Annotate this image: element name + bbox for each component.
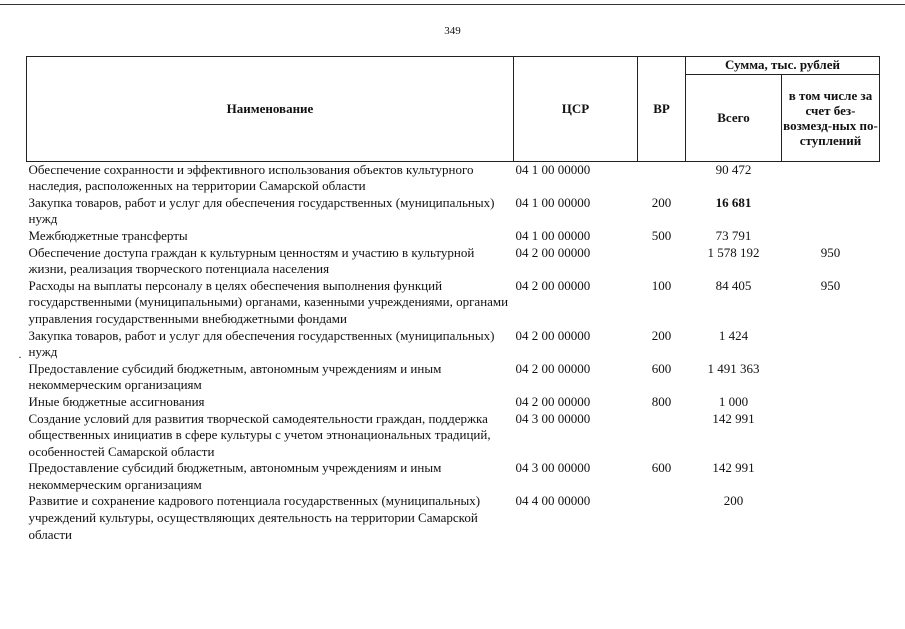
row-csr: 04 3 00 00000 — [515, 410, 591, 426]
margin-mark: · — [18, 350, 22, 364]
row-total: 90 472 — [715, 161, 752, 177]
row-csr: 04 2 00 00000 — [515, 360, 591, 376]
row-total: 1 000 — [718, 393, 749, 409]
row-grant — [782, 493, 880, 543]
row-total: 84 405 — [715, 277, 752, 293]
table-row — [27, 245, 880, 278]
row-vr — [638, 161, 686, 195]
row-grant — [782, 161, 880, 195]
row-vr — [638, 411, 686, 461]
table-row — [27, 394, 880, 411]
row-name: Расходы на выплаты персоналу в целях обеспечения выполнения функций государственными (муниципальными) органами, казенными учреждениями, органами управления государственными внебюджетными фондами — [28, 277, 509, 326]
row-vr — [638, 493, 686, 543]
row-total: 1 578 192 — [707, 244, 760, 260]
header-total: Всего — [686, 74, 782, 161]
row-grant — [782, 394, 880, 411]
row-total: 1 424 — [718, 327, 749, 343]
table-row — [27, 460, 880, 493]
row-grant — [782, 411, 880, 461]
row-name: Предоставление субсидий бюджетным, автономным учреждениям и иным некоммерческим организациям — [28, 360, 442, 393]
row-csr: 04 3 00 00000 — [515, 460, 591, 476]
header-vr: ВР — [638, 57, 686, 162]
row-vr: 100 — [651, 277, 672, 293]
row-vr: 200 — [651, 194, 672, 210]
row-csr: 04 2 00 00000 — [515, 277, 591, 293]
row-total: 200 — [723, 493, 744, 509]
row-name: Развитие и сохранение кадрового потенциала государственных (муниципальных) учреждений культуры, осуществляющих деятельность на территории Самарской области — [28, 493, 481, 542]
row-vr: 500 — [651, 227, 672, 243]
table-header — [27, 57, 880, 162]
row-csr: 04 2 00 00000 — [515, 244, 591, 260]
header-sum-group: Сумма, тыс. рублей — [686, 57, 880, 75]
header-csr: ЦСР — [514, 57, 638, 162]
table-row — [27, 195, 880, 228]
row-name: Обеспечение доступа граждан к культурным ценностям и участию в культурной жизни, реализация творческого потенциала населения — [28, 244, 475, 277]
row-name: Обеспечение сохранности и эффективного использования объектов культурного наследия, расположенных на территории Самарской области — [28, 161, 474, 194]
top-rule — [0, 4, 905, 5]
table-body — [27, 161, 880, 543]
row-name: Закупка товаров, работ и услуг для обеспечения государственных (муниципальных) нужд — [28, 194, 495, 227]
table-row — [27, 411, 880, 461]
row-csr: 04 4 00 00000 — [515, 493, 591, 509]
row-grant: 950 — [820, 277, 841, 293]
row-csr: 04 1 00 00000 — [515, 227, 591, 243]
table-row — [27, 228, 880, 245]
row-name: Создание условий для развития творческой самодеятельности граждан, поддержка общественных инициатив в сфере культуры с учетом этнонациональных традиций, особенностей Самарской области — [28, 410, 491, 459]
row-csr: 04 1 00 00000 — [515, 194, 591, 210]
row-total: 73 791 — [715, 227, 752, 243]
row-vr: 200 — [651, 327, 672, 343]
table-row — [27, 278, 880, 328]
row-name: Иные бюджетные ассигнования — [28, 393, 205, 409]
row-vr — [638, 245, 686, 278]
header-name: Наименование — [27, 57, 514, 162]
table-row — [27, 493, 880, 543]
row-csr: 04 2 00 00000 — [515, 327, 591, 343]
budget-table — [26, 56, 880, 543]
row-grant: 950 — [820, 244, 841, 260]
table-row — [27, 361, 880, 394]
row-name: Предоставление субсидий бюджетным, автономным учреждениям и иным некоммерческим организациям — [28, 460, 442, 492]
row-name: Межбюджетные трансферты — [28, 227, 188, 243]
header-grant: в том числе за счет без-возмезд-ных по-ступлений — [782, 74, 880, 161]
page-number: 349 — [444, 25, 461, 37]
table-row — [27, 328, 880, 361]
row-total: 142 991 — [712, 410, 755, 426]
row-vr: 600 — [651, 460, 672, 476]
row-grant — [782, 328, 880, 361]
row-csr: 04 1 00 00000 — [515, 161, 591, 177]
table-row — [27, 161, 880, 195]
row-total: 1 491 363 — [707, 360, 760, 376]
row-grant — [782, 460, 880, 493]
row-total: 142 991 — [712, 460, 755, 476]
row-total: 16 681 — [715, 194, 752, 210]
row-grant — [782, 228, 880, 245]
row-csr: 04 2 00 00000 — [515, 393, 591, 409]
row-grant — [782, 361, 880, 394]
row-name: Закупка товаров, работ и услуг для обеспечения государственных (муниципальных) нужд — [28, 327, 495, 360]
row-vr: 600 — [651, 360, 672, 376]
row-vr: 800 — [651, 393, 672, 409]
row-grant — [782, 195, 880, 228]
